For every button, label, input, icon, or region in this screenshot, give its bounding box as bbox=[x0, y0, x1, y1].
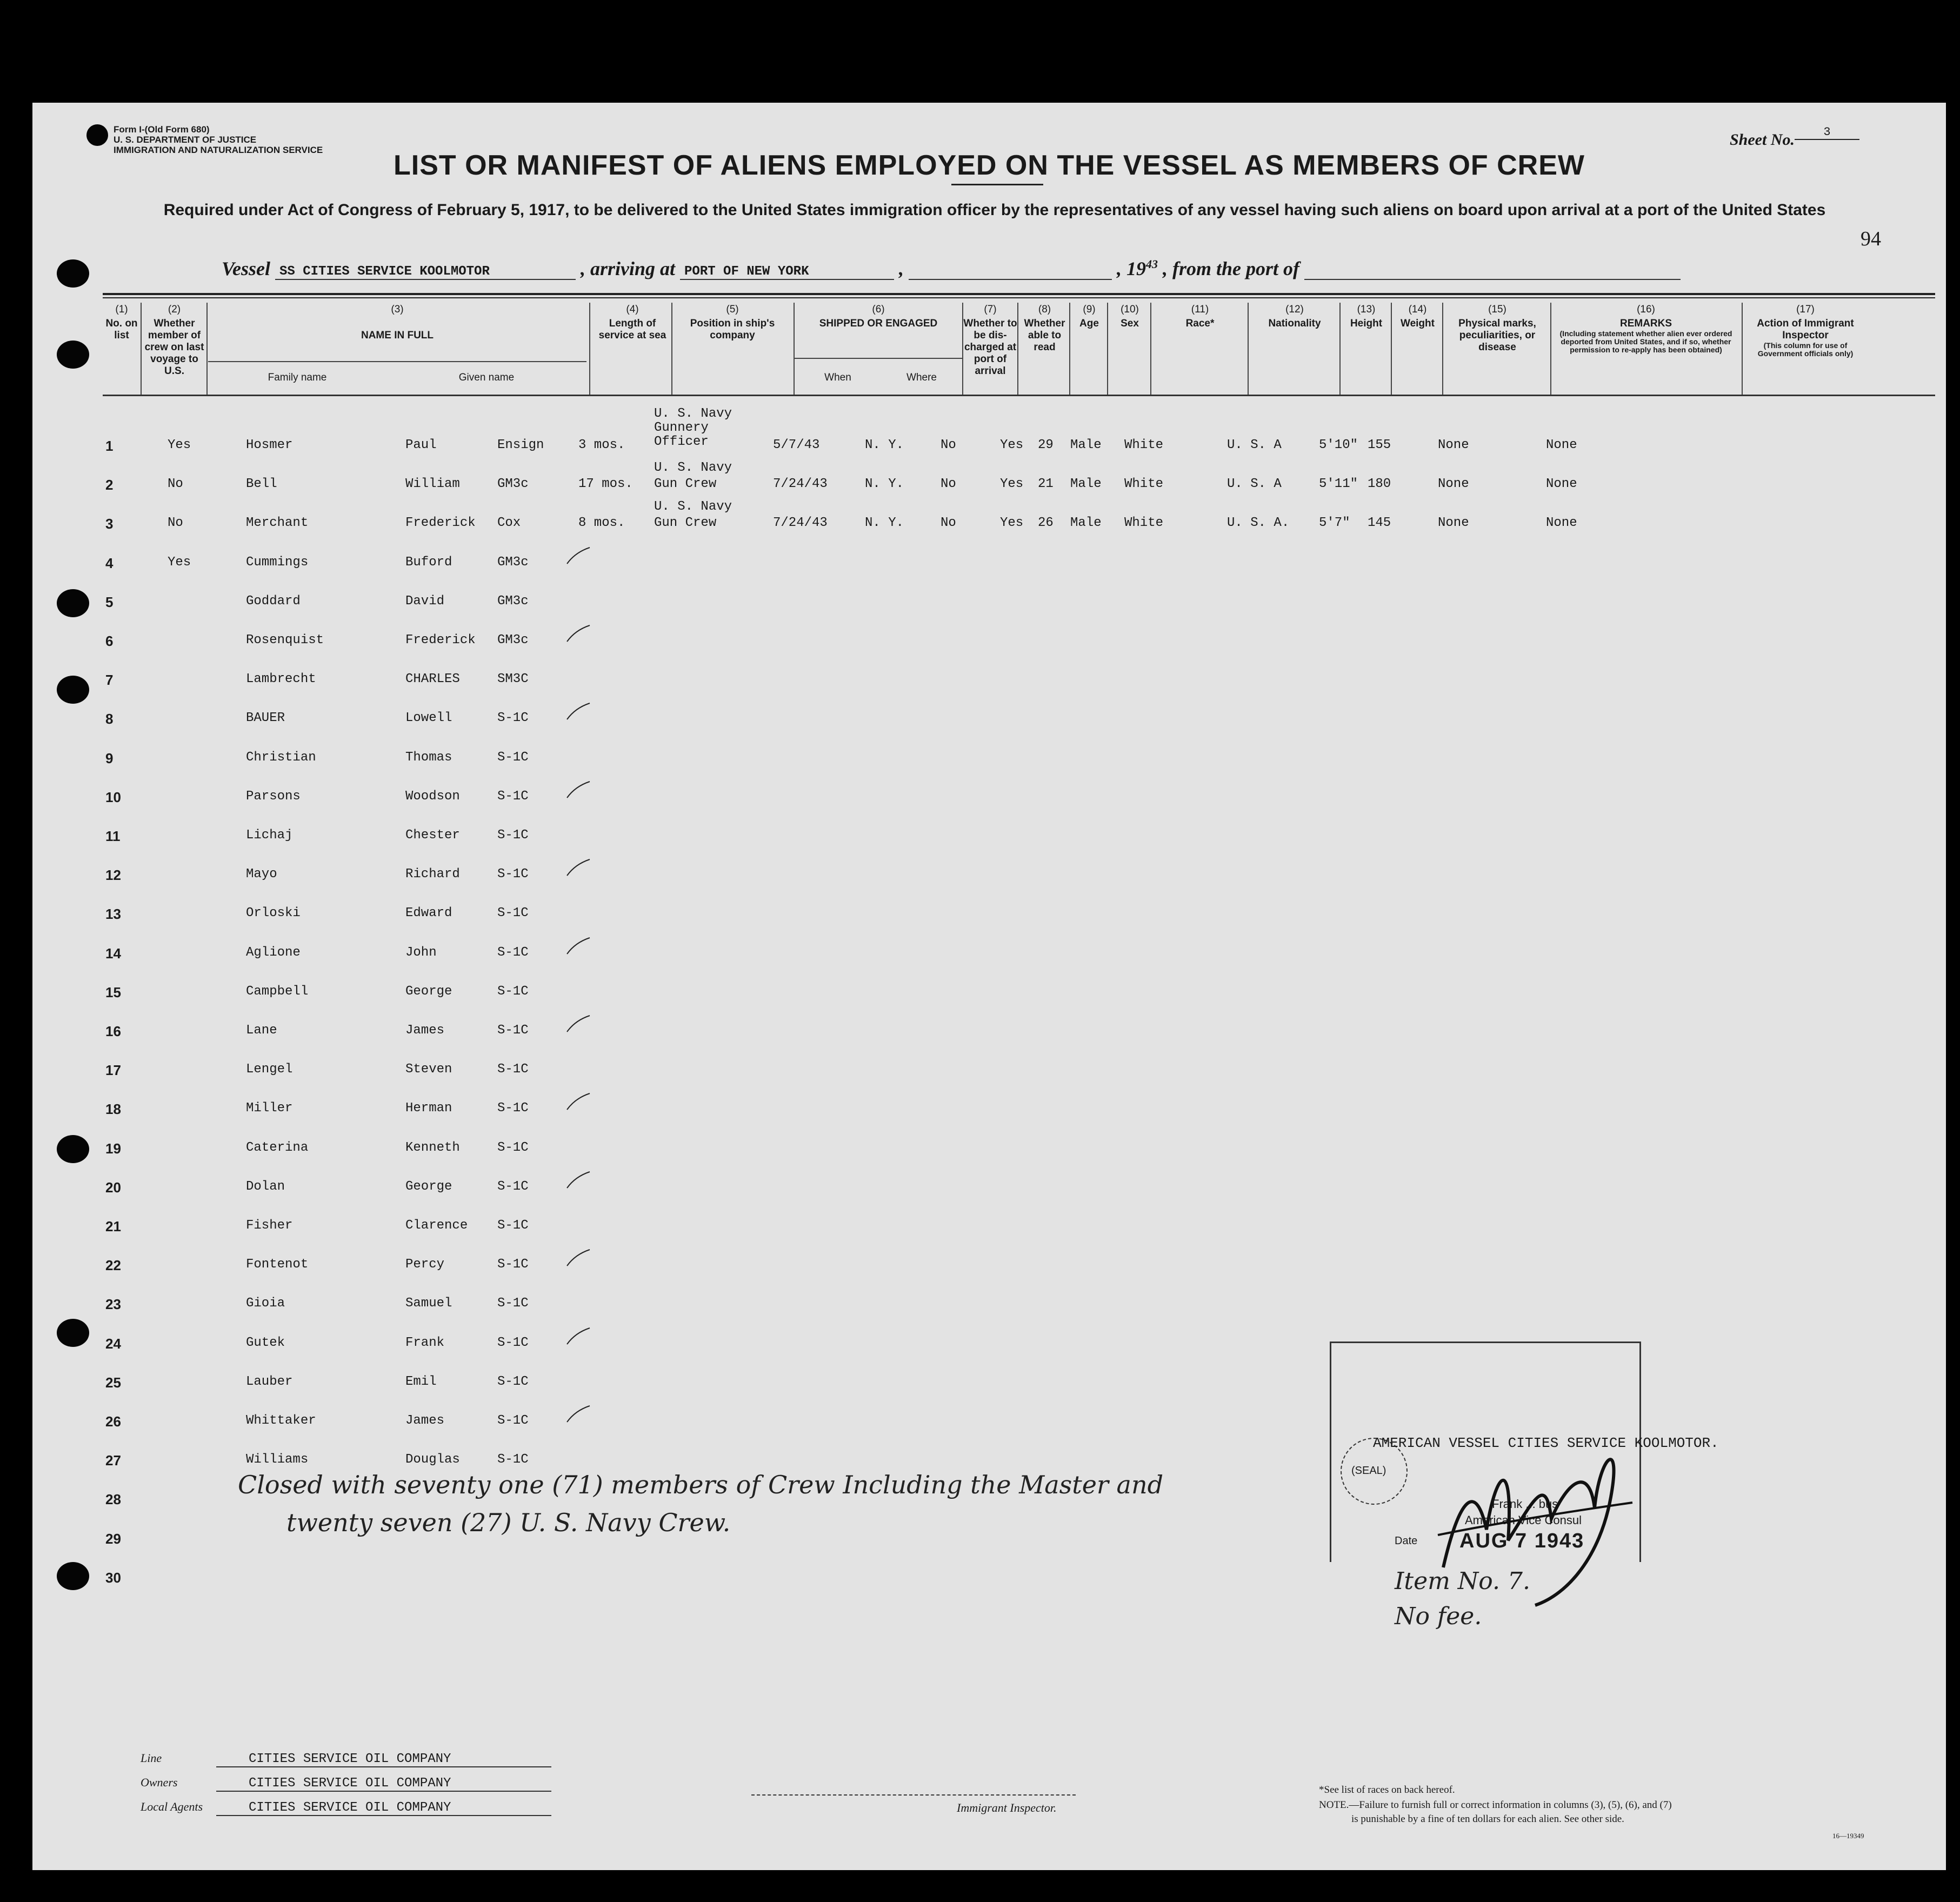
arrival-port: PORT OF NEW YORK bbox=[680, 264, 894, 280]
rank-cell: S-1C bbox=[497, 1062, 529, 1077]
family-name-cell: Parsons bbox=[246, 789, 301, 804]
race-cell: White bbox=[1124, 477, 1164, 492]
col-header-inspector-action: (17) Action of Immigrant Inspector (This column for use of Government officials only) bbox=[1757, 304, 1854, 358]
row-number: 8 bbox=[105, 711, 114, 728]
rank-cell: S-1C bbox=[497, 711, 529, 726]
rank-cell: S-1C bbox=[497, 1218, 529, 1233]
column-divider bbox=[1248, 303, 1249, 396]
col-header-name: (3) NAME IN FULL bbox=[361, 304, 434, 341]
family-name-cell: Fisher bbox=[246, 1218, 293, 1233]
shipped-where-cell: N. Y. bbox=[865, 438, 904, 452]
check-mark-icon bbox=[565, 1247, 592, 1269]
last-voyage-cell: Yes bbox=[168, 555, 191, 570]
line-value: CITIES SERVICE OIL COMPANY bbox=[216, 1752, 551, 1767]
given-name-cell: Edward bbox=[405, 906, 452, 921]
column-divider bbox=[1107, 303, 1108, 396]
physical-marks-cell: None bbox=[1438, 477, 1469, 492]
length-of-service-cell: 3 mos. bbox=[578, 438, 625, 452]
given-name-cell: Buford bbox=[405, 555, 452, 570]
punch-hole bbox=[57, 341, 89, 369]
col-header-nationality: (12) Nationality bbox=[1268, 304, 1321, 329]
given-name-cell: Lowell bbox=[405, 711, 452, 726]
family-name-cell: Rosenquist bbox=[246, 633, 324, 648]
family-name-cell: Lengel bbox=[246, 1062, 293, 1077]
family-name-cell: Miller bbox=[246, 1101, 293, 1116]
position-cell: U. S. Navy bbox=[654, 461, 732, 476]
check-mark-icon bbox=[565, 1013, 592, 1035]
column-divider bbox=[1442, 303, 1443, 396]
handwritten-note-line-1: Closed with seventy one (71) members of Crew Including the Master and bbox=[238, 1470, 1164, 1499]
family-name-cell: Merchant bbox=[246, 516, 309, 531]
family-name-cell: Lane bbox=[246, 1023, 277, 1038]
given-name-cell: Kenneth bbox=[405, 1140, 460, 1155]
check-mark-icon bbox=[565, 545, 592, 567]
sex-cell: Male bbox=[1070, 477, 1102, 492]
position-cell: U. S. Navy bbox=[654, 499, 732, 515]
sheet-number: 3 bbox=[1795, 125, 1859, 140]
form-identifier: Form I-(Old Form 680) U. S. DEPARTMENT OF JUSTICE IMMIGRATION AND NATURALIZATION SERVICE bbox=[114, 124, 323, 155]
nationality-cell: U. S. A. bbox=[1227, 516, 1290, 531]
row-number: 7 bbox=[105, 672, 114, 689]
position-cell: Gun Crew bbox=[654, 516, 717, 531]
column-divider bbox=[1742, 303, 1743, 396]
able-to-read-cell: Yes bbox=[1000, 438, 1024, 452]
punch-hole bbox=[57, 676, 89, 704]
col-header-discharged: (7) Whether to be dis-charged at port of arrival bbox=[963, 304, 1017, 377]
check-mark-icon bbox=[565, 1326, 592, 1347]
given-name-cell: Richard bbox=[405, 867, 460, 882]
given-name-cell: James bbox=[405, 1023, 445, 1038]
rank-cell: GM3c bbox=[497, 593, 529, 609]
rank-cell: GM3c bbox=[497, 555, 529, 570]
rank-cell: S-1C bbox=[497, 750, 529, 765]
family-name-cell: Caterina bbox=[246, 1140, 309, 1155]
rank-cell: S-1C bbox=[497, 828, 529, 843]
col-header-last-voyage: (2) Whether member of crew on last voyage to U.S. bbox=[144, 304, 204, 377]
last-voyage-cell: Yes bbox=[168, 438, 191, 452]
given-name-cell: Percy bbox=[405, 1257, 445, 1272]
age-cell: 21 bbox=[1038, 477, 1054, 492]
row-number: 18 bbox=[105, 1101, 121, 1118]
height-cell: 5'10" bbox=[1319, 438, 1358, 452]
family-name-cell: Orloski bbox=[246, 906, 301, 921]
given-name-cell: Steven bbox=[405, 1062, 452, 1077]
row-number: 4 bbox=[105, 555, 114, 571]
row-number: 2 bbox=[105, 477, 114, 493]
rank-cell: SM3C bbox=[497, 672, 529, 687]
rank-cell: S-1C bbox=[497, 867, 529, 882]
family-name-cell: Gutek bbox=[246, 1335, 285, 1350]
punch-hole bbox=[57, 259, 89, 288]
physical-marks-cell: None bbox=[1438, 516, 1469, 531]
rank-cell: S-1C bbox=[497, 1140, 529, 1155]
row-number: 1 bbox=[105, 438, 114, 454]
rank-cell: GM3c bbox=[497, 633, 529, 648]
col-header-length: (4) Length of service at sea bbox=[598, 304, 666, 341]
stamp-item-number: Item No. 7. bbox=[1395, 1567, 1530, 1595]
row-number: 3 bbox=[105, 516, 114, 532]
stamp-vessel-line: AMERICAN VESSEL CITIES SERVICE KOOLMOTOR. bbox=[1373, 1435, 1719, 1451]
family-name-cell: Mayo bbox=[246, 867, 277, 882]
discharged-cell: No bbox=[941, 516, 956, 531]
column-divider bbox=[794, 303, 795, 396]
row-number: 17 bbox=[105, 1062, 121, 1079]
given-name-cell: John bbox=[405, 945, 437, 960]
weight-cell: 180 bbox=[1368, 477, 1391, 492]
remarks-cell: None bbox=[1546, 477, 1577, 492]
row-number: 6 bbox=[105, 633, 114, 649]
able-to-read-cell: Yes bbox=[1000, 477, 1024, 492]
family-name-cell: Dolan bbox=[246, 1179, 285, 1194]
height-cell: 5'7" bbox=[1319, 516, 1350, 531]
family-name-cell: Lambrecht bbox=[246, 672, 316, 687]
col-header-physical-marks: (15) Physical marks, peculiarities, or disease bbox=[1458, 304, 1536, 353]
header-bottom-rule bbox=[103, 395, 1935, 396]
check-mark-icon bbox=[565, 623, 592, 645]
print-code: 16—19349 bbox=[1832, 1832, 1864, 1840]
rank-cell: S-1C bbox=[497, 1335, 529, 1350]
family-name-cell: Bell bbox=[246, 477, 277, 492]
row-number: 24 bbox=[105, 1335, 121, 1352]
handwritten-note-line-2: twenty seven (27) U. S. Navy Crew. bbox=[286, 1508, 731, 1537]
rank-cell: S-1C bbox=[497, 1413, 529, 1428]
rank-cell: GM3c bbox=[497, 477, 529, 492]
inspector-label: Immigrant Inspector. bbox=[957, 1801, 1057, 1814]
shipped-when-cell: 7/24/43 bbox=[773, 477, 828, 492]
agents-value: CITIES SERVICE OIL COMPANY bbox=[216, 1800, 551, 1816]
column-divider bbox=[589, 303, 590, 396]
given-name-cell: George bbox=[405, 1179, 452, 1194]
given-name-cell: Herman bbox=[405, 1101, 452, 1116]
length-of-service-cell: 17 mos. bbox=[578, 477, 633, 492]
family-name-cell: Hosmer bbox=[246, 438, 293, 452]
punch-hole bbox=[86, 124, 108, 146]
sheet-label: Sheet No. bbox=[1730, 131, 1795, 149]
family-name-cell: Aglione bbox=[246, 945, 301, 960]
last-voyage-cell: No bbox=[168, 516, 183, 531]
manifest-page bbox=[32, 103, 1946, 1870]
stamp-seal-label: (SEAL) bbox=[1351, 1465, 1386, 1477]
row-number: 29 bbox=[105, 1530, 121, 1547]
title-underline bbox=[951, 184, 1043, 185]
given-name-cell: Frederick bbox=[405, 516, 476, 531]
family-name-cell: Cummings bbox=[246, 555, 309, 570]
punch-hole bbox=[57, 589, 89, 617]
shipped-subheader-rule bbox=[795, 358, 962, 359]
column-divider bbox=[141, 303, 142, 396]
check-mark-icon bbox=[565, 857, 592, 879]
given-name-cell: Paul bbox=[405, 438, 437, 452]
row-number: 15 bbox=[105, 984, 121, 1000]
column-divider bbox=[1391, 303, 1392, 396]
discharged-cell: No bbox=[941, 438, 956, 452]
shipped-when-cell: 5/7/43 bbox=[773, 438, 820, 452]
punch-hole bbox=[57, 1319, 89, 1347]
remarks-cell: None bbox=[1546, 438, 1577, 452]
physical-marks-cell: None bbox=[1438, 438, 1469, 452]
sex-cell: Male bbox=[1070, 438, 1102, 452]
stamp-date-label: Date bbox=[1395, 1535, 1418, 1547]
check-mark-icon bbox=[565, 1404, 592, 1425]
rank-cell: S-1C bbox=[497, 1179, 529, 1194]
check-mark-icon bbox=[565, 936, 592, 957]
shipped-when-cell: 7/24/43 bbox=[773, 516, 828, 531]
row-number: 5 bbox=[105, 593, 114, 610]
col-header-age: (9) Age bbox=[1079, 304, 1099, 329]
column-divider bbox=[1339, 303, 1341, 396]
row-number: 10 bbox=[105, 789, 121, 805]
column-divider bbox=[1150, 303, 1151, 396]
col-header-shipped: (6) SHIPPED OR ENGAGED bbox=[819, 304, 938, 329]
rank-cell: S-1C bbox=[497, 1452, 529, 1467]
row-number: 23 bbox=[105, 1296, 121, 1313]
family-name-cell: BAUER bbox=[246, 711, 285, 726]
length-of-service-cell: 8 mos. bbox=[578, 516, 625, 531]
vessel-line: Vessel SS CITIES SERVICE KOOLMOTOR , arriving at PORT OF NEW YORK , , $19^{43}$ , from the port of bbox=[222, 257, 1681, 280]
inspector-signature-line bbox=[751, 1794, 1076, 1796]
row-number: 21 bbox=[105, 1218, 121, 1234]
discharged-cell: No bbox=[941, 477, 956, 492]
punch-hole bbox=[57, 1562, 89, 1590]
col-header-remarks: (16) REMARKS (Including statement whether alien ever ordered deported from United States, and if so, whether permission to re-apply has been obtained) bbox=[1559, 304, 1732, 354]
row-number: 11 bbox=[105, 828, 121, 844]
rank-cell: Cox bbox=[497, 516, 521, 531]
arrival-date-blank bbox=[909, 279, 1112, 280]
column-divider bbox=[1069, 303, 1070, 396]
stamp-consul-name: Frank ... bus bbox=[1492, 1497, 1558, 1511]
stamp-consul-title: American Vice Consul bbox=[1465, 1513, 1582, 1527]
owners-value: CITIES SERVICE OIL COMPANY bbox=[216, 1776, 551, 1792]
rank-cell: S-1C bbox=[497, 906, 529, 921]
row-number: 20 bbox=[105, 1179, 121, 1196]
shipped-where-cell: N. Y. bbox=[865, 516, 904, 531]
position-cell: Gunnery bbox=[654, 421, 709, 435]
nationality-cell: U. S. A bbox=[1227, 477, 1282, 492]
row-number: 27 bbox=[105, 1452, 121, 1469]
given-name-cell: CHARLES bbox=[405, 672, 460, 687]
row-number: 22 bbox=[105, 1257, 121, 1274]
rank-cell: S-1C bbox=[497, 984, 529, 999]
row-number: 25 bbox=[105, 1374, 121, 1391]
family-name-cell: Goddard bbox=[246, 593, 301, 609]
position-cell: U. S. Navy bbox=[654, 406, 732, 421]
page-title: LIST OR MANIFEST OF ALIENS EMPLOYED ON THE VESSEL AS MEMBERS OF CREW bbox=[394, 150, 1585, 181]
header-rule bbox=[103, 293, 1935, 295]
row-number: 14 bbox=[105, 945, 121, 962]
height-cell: 5'11" bbox=[1319, 477, 1358, 492]
departure-port bbox=[1304, 279, 1681, 280]
family-name-cell: Lauber bbox=[246, 1374, 293, 1389]
last-voyage-cell: No bbox=[168, 477, 183, 492]
col-header-weight: (14) Weight bbox=[1401, 304, 1435, 329]
given-name-cell: Chester bbox=[405, 828, 460, 843]
family-name-cell: Whittaker bbox=[246, 1413, 316, 1428]
given-name-cell: Douglas bbox=[405, 1452, 460, 1467]
footer-owners: Owners CITIES SERVICE OIL COMPANY bbox=[141, 1776, 551, 1792]
rank-cell: S-1C bbox=[497, 1023, 529, 1038]
vessel-name: SS CITIES SERVICE KOOLMOTOR bbox=[275, 264, 576, 280]
rank-cell: S-1C bbox=[497, 1374, 529, 1389]
given-name-cell: Woodson bbox=[405, 789, 460, 804]
row-number: 12 bbox=[105, 867, 121, 884]
check-mark-icon bbox=[565, 701, 592, 723]
given-name-cell: Thomas bbox=[405, 750, 452, 765]
family-name-cell: Lichaj bbox=[246, 828, 293, 843]
given-name-cell: Emil bbox=[405, 1374, 437, 1389]
family-name-cell: Christian bbox=[246, 750, 316, 765]
row-number: 13 bbox=[105, 906, 121, 923]
row-number: 30 bbox=[105, 1569, 121, 1586]
col-header-sex: (10) Sex bbox=[1121, 304, 1139, 329]
stamp-fee: No fee. bbox=[1395, 1603, 1482, 1630]
rank-cell: S-1C bbox=[497, 1296, 529, 1311]
family-name-cell: Gioia bbox=[246, 1296, 285, 1311]
col-header-family-name: Family name bbox=[268, 372, 327, 383]
rank-cell: Ensign bbox=[497, 438, 544, 452]
page-subtitle: Required under Act of Congress of February 5, 1917, to be delivered to the United States immigration officer by the representatives of any vessel having such aliens on board upon arrival at a port of the United States bbox=[163, 201, 1826, 219]
page-number: 94 bbox=[1861, 228, 1881, 250]
row-number: 26 bbox=[105, 1413, 121, 1430]
fine-note-line-2: is punishable by a fine of ten dollars for each alien. See other side. bbox=[1351, 1813, 1624, 1825]
col-header-height: (13) Height bbox=[1350, 304, 1383, 329]
check-mark-icon bbox=[565, 1091, 592, 1113]
footer-line: Line CITIES SERVICE OIL COMPANY bbox=[141, 1751, 551, 1767]
position-cell: Gun Crew bbox=[654, 477, 717, 492]
sex-cell: Male bbox=[1070, 516, 1102, 531]
family-name-cell: Campbell bbox=[246, 984, 309, 999]
footer-agents: Local Agents CITIES SERVICE OIL COMPANY bbox=[141, 1800, 551, 1816]
column-divider bbox=[206, 303, 208, 396]
column-divider bbox=[671, 303, 672, 396]
race-cell: White bbox=[1124, 438, 1164, 452]
weight-cell: 145 bbox=[1368, 516, 1391, 531]
column-divider bbox=[1017, 303, 1018, 396]
race-cell: White bbox=[1124, 516, 1164, 531]
rank-cell: S-1C bbox=[497, 1257, 529, 1272]
rank-cell: S-1C bbox=[497, 945, 529, 960]
rank-cell: S-1C bbox=[497, 1101, 529, 1116]
col-header-no: (1) No. on list bbox=[105, 304, 138, 341]
given-name-cell: Clarence bbox=[405, 1218, 468, 1233]
name-subheader-rule bbox=[208, 361, 586, 362]
stamp-date: AUG 7 1943 bbox=[1459, 1530, 1585, 1552]
row-number: 9 bbox=[105, 750, 114, 766]
col-header-position: (5) Position in ship's company bbox=[690, 304, 775, 341]
check-mark-icon bbox=[565, 1170, 592, 1191]
row-number: 28 bbox=[105, 1491, 121, 1508]
given-name-cell: Frederick bbox=[405, 633, 476, 648]
age-cell: 29 bbox=[1038, 438, 1054, 452]
age-cell: 26 bbox=[1038, 516, 1054, 531]
col-header-where: Where bbox=[906, 372, 937, 383]
fine-note-line-1: NOTE.—Failure to furnish full or correct information in columns (3), (5), (6), and (7) bbox=[1319, 1799, 1672, 1811]
header-rule bbox=[103, 297, 1935, 298]
col-header-given-name: Given name bbox=[458, 372, 515, 383]
races-note: *See list of races on back hereof. bbox=[1319, 1784, 1455, 1796]
weight-cell: 155 bbox=[1368, 438, 1391, 452]
column-divider bbox=[962, 303, 963, 396]
shipped-where-cell: N. Y. bbox=[865, 477, 904, 492]
given-name-cell: George bbox=[405, 984, 452, 999]
row-number: 19 bbox=[105, 1140, 121, 1157]
col-header-when: When bbox=[824, 372, 851, 383]
able-to-read-cell: Yes bbox=[1000, 516, 1024, 531]
position-cell: Officer bbox=[654, 435, 709, 449]
given-name-cell: Samuel bbox=[405, 1296, 452, 1311]
given-name-cell: Frank bbox=[405, 1335, 445, 1350]
given-name-cell: William bbox=[405, 477, 460, 492]
punch-hole bbox=[57, 1135, 89, 1163]
check-mark-icon bbox=[565, 779, 592, 801]
col-header-read: (8) Whether able to read bbox=[1024, 304, 1065, 353]
family-name-cell: Williams bbox=[246, 1452, 309, 1467]
row-number: 16 bbox=[105, 1023, 121, 1039]
remarks-cell: None bbox=[1546, 516, 1577, 531]
rank-cell: S-1C bbox=[497, 789, 529, 804]
given-name-cell: David bbox=[405, 593, 445, 609]
family-name-cell: Fontenot bbox=[246, 1257, 309, 1272]
given-name-cell: James bbox=[405, 1413, 445, 1428]
nationality-cell: U. S. A bbox=[1227, 438, 1282, 452]
col-header-race: (11) Race* bbox=[1185, 304, 1215, 329]
column-divider bbox=[1550, 303, 1551, 396]
